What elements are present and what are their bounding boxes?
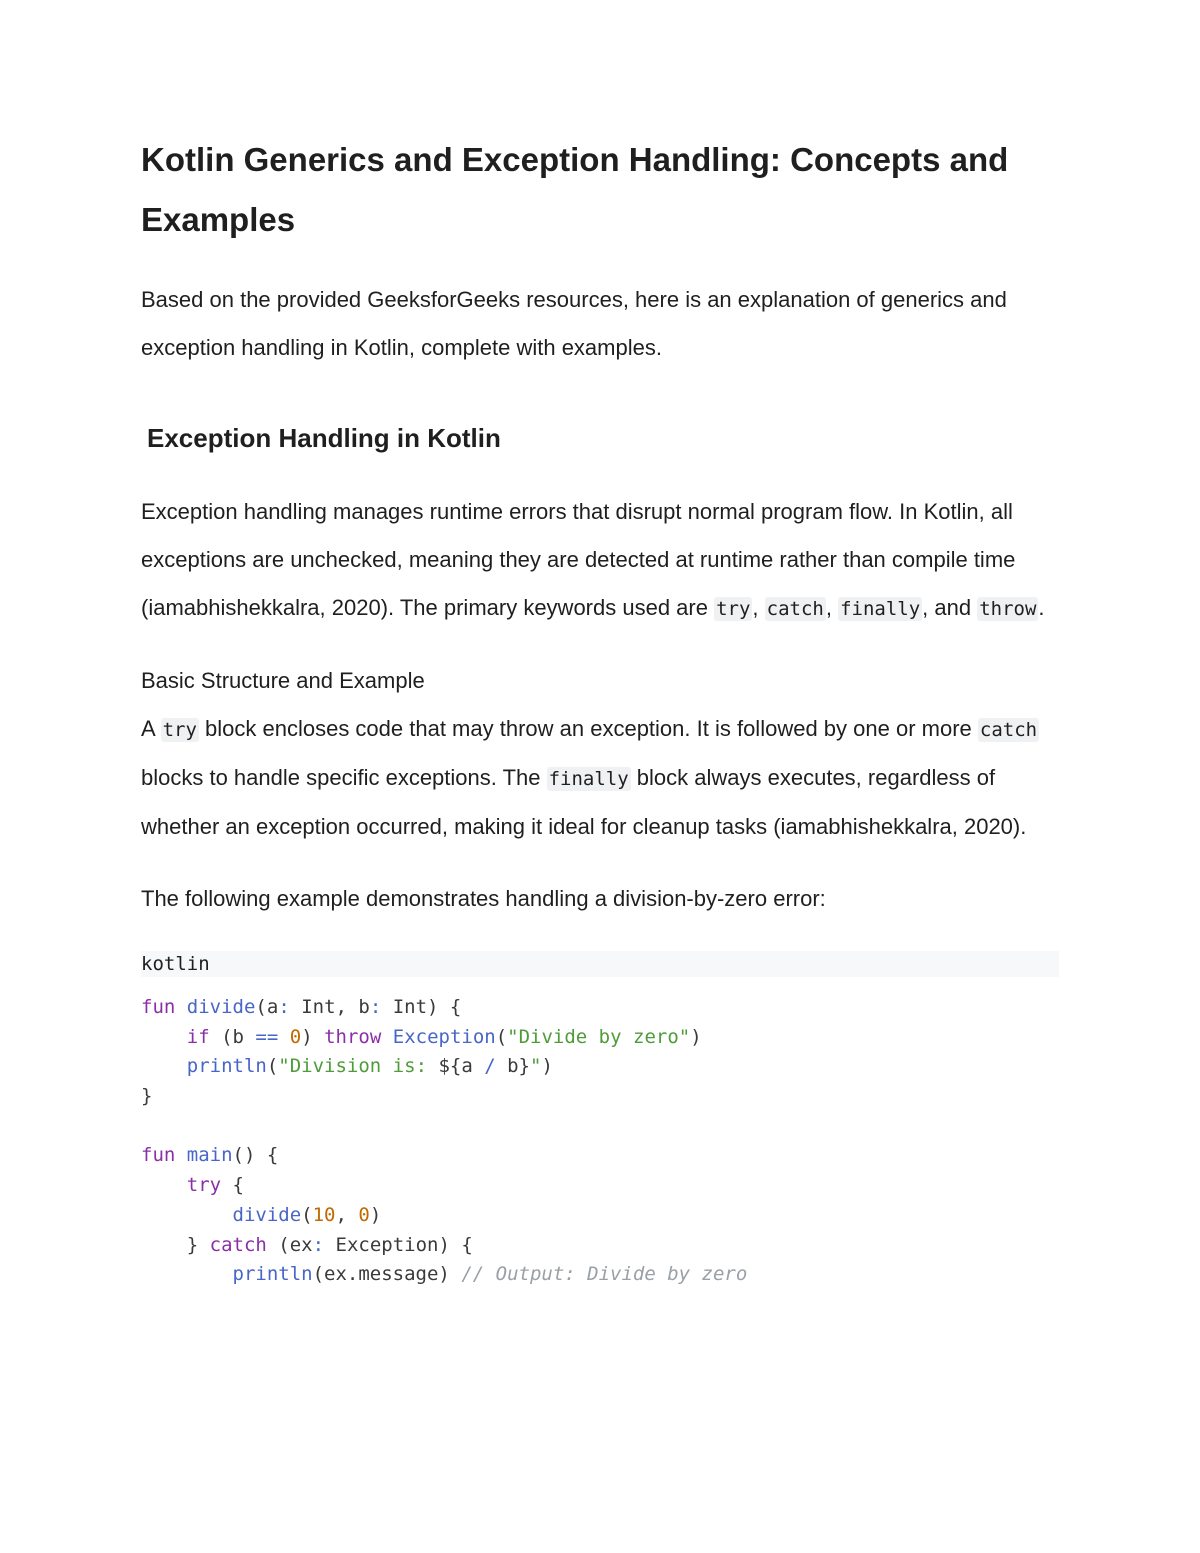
para-text: Exception handling manages runtime errors that disrupt normal program flow. In Kotlin, all exceptions are unchecked, meaning they are detected at runtime rather than compile time (iamabhishekkalra, 2020). The primary keywords used are bbox=[141, 499, 1016, 620]
section-heading: Exception Handling in Kotlin bbox=[147, 423, 501, 453]
para-text: , and bbox=[922, 595, 978, 620]
inline-code-catch: catch bbox=[766, 598, 824, 620]
structure-paragraph bbox=[141, 705, 1061, 851]
subheading: Basic Structure and Example bbox=[141, 668, 425, 693]
code-language-label: kotlin bbox=[141, 951, 1059, 977]
exception-intro-paragraph bbox=[141, 488, 1061, 633]
code-block bbox=[141, 951, 1061, 1290]
code-line: try { bbox=[186, 1174, 244, 1197]
intro-paragraph: Based on the provided GeeksforGeeks resources, here is an explanation of generics and exception handling in Kotlin, complete with examples. bbox=[141, 287, 1007, 360]
inline-code-try: try bbox=[162, 719, 197, 741]
document-title: Kotlin Generics and Exception Handling: Concepts and Examples bbox=[141, 141, 1009, 238]
code-line: println(ex.message) // Output: Divide by zero bbox=[232, 1263, 748, 1286]
inline-code-finally: finally bbox=[548, 768, 629, 790]
para-text: A bbox=[141, 716, 161, 741]
example-intro-paragraph: The following example demonstrates handling a division-by-zero error: bbox=[141, 886, 826, 911]
code-content bbox=[141, 993, 1061, 1290]
para-text: , bbox=[825, 595, 839, 620]
code-line-blank bbox=[141, 1112, 1061, 1142]
code-line: fun main() { bbox=[141, 1144, 279, 1167]
para-text: block always executes, regardless of whether an exception occurred, making it ideal for cleanup tasks (iamabhishekkalra, 2020). bbox=[141, 765, 1027, 839]
document-content bbox=[141, 130, 1061, 1290]
code-line: } catch (ex: Exception) { bbox=[141, 1233, 473, 1256]
inline-code-try: try bbox=[716, 598, 751, 620]
inline-code-throw: throw bbox=[979, 598, 1037, 620]
code-comment: // Output: Divide by zero bbox=[461, 1263, 748, 1286]
code-line: divide(10, 0) bbox=[232, 1203, 382, 1226]
para-text: block encloses code that may throw an exception. It is followed by one or more bbox=[198, 716, 978, 741]
code-line: println("Division is: ${a / b}") bbox=[186, 1055, 553, 1078]
para-text: , bbox=[752, 595, 765, 620]
para-text: blocks to handle specific exceptions. The bbox=[141, 765, 547, 790]
code-line: } bbox=[141, 1085, 153, 1108]
inline-code-finally: finally bbox=[840, 598, 921, 620]
para-text: . bbox=[1038, 595, 1045, 620]
inline-code-catch: catch bbox=[979, 719, 1038, 741]
code-line: if (b == 0) throw Exception("Divide by zero") bbox=[186, 1025, 702, 1048]
code-line: fun divide(a: Int, b: Int) { bbox=[141, 996, 462, 1018]
